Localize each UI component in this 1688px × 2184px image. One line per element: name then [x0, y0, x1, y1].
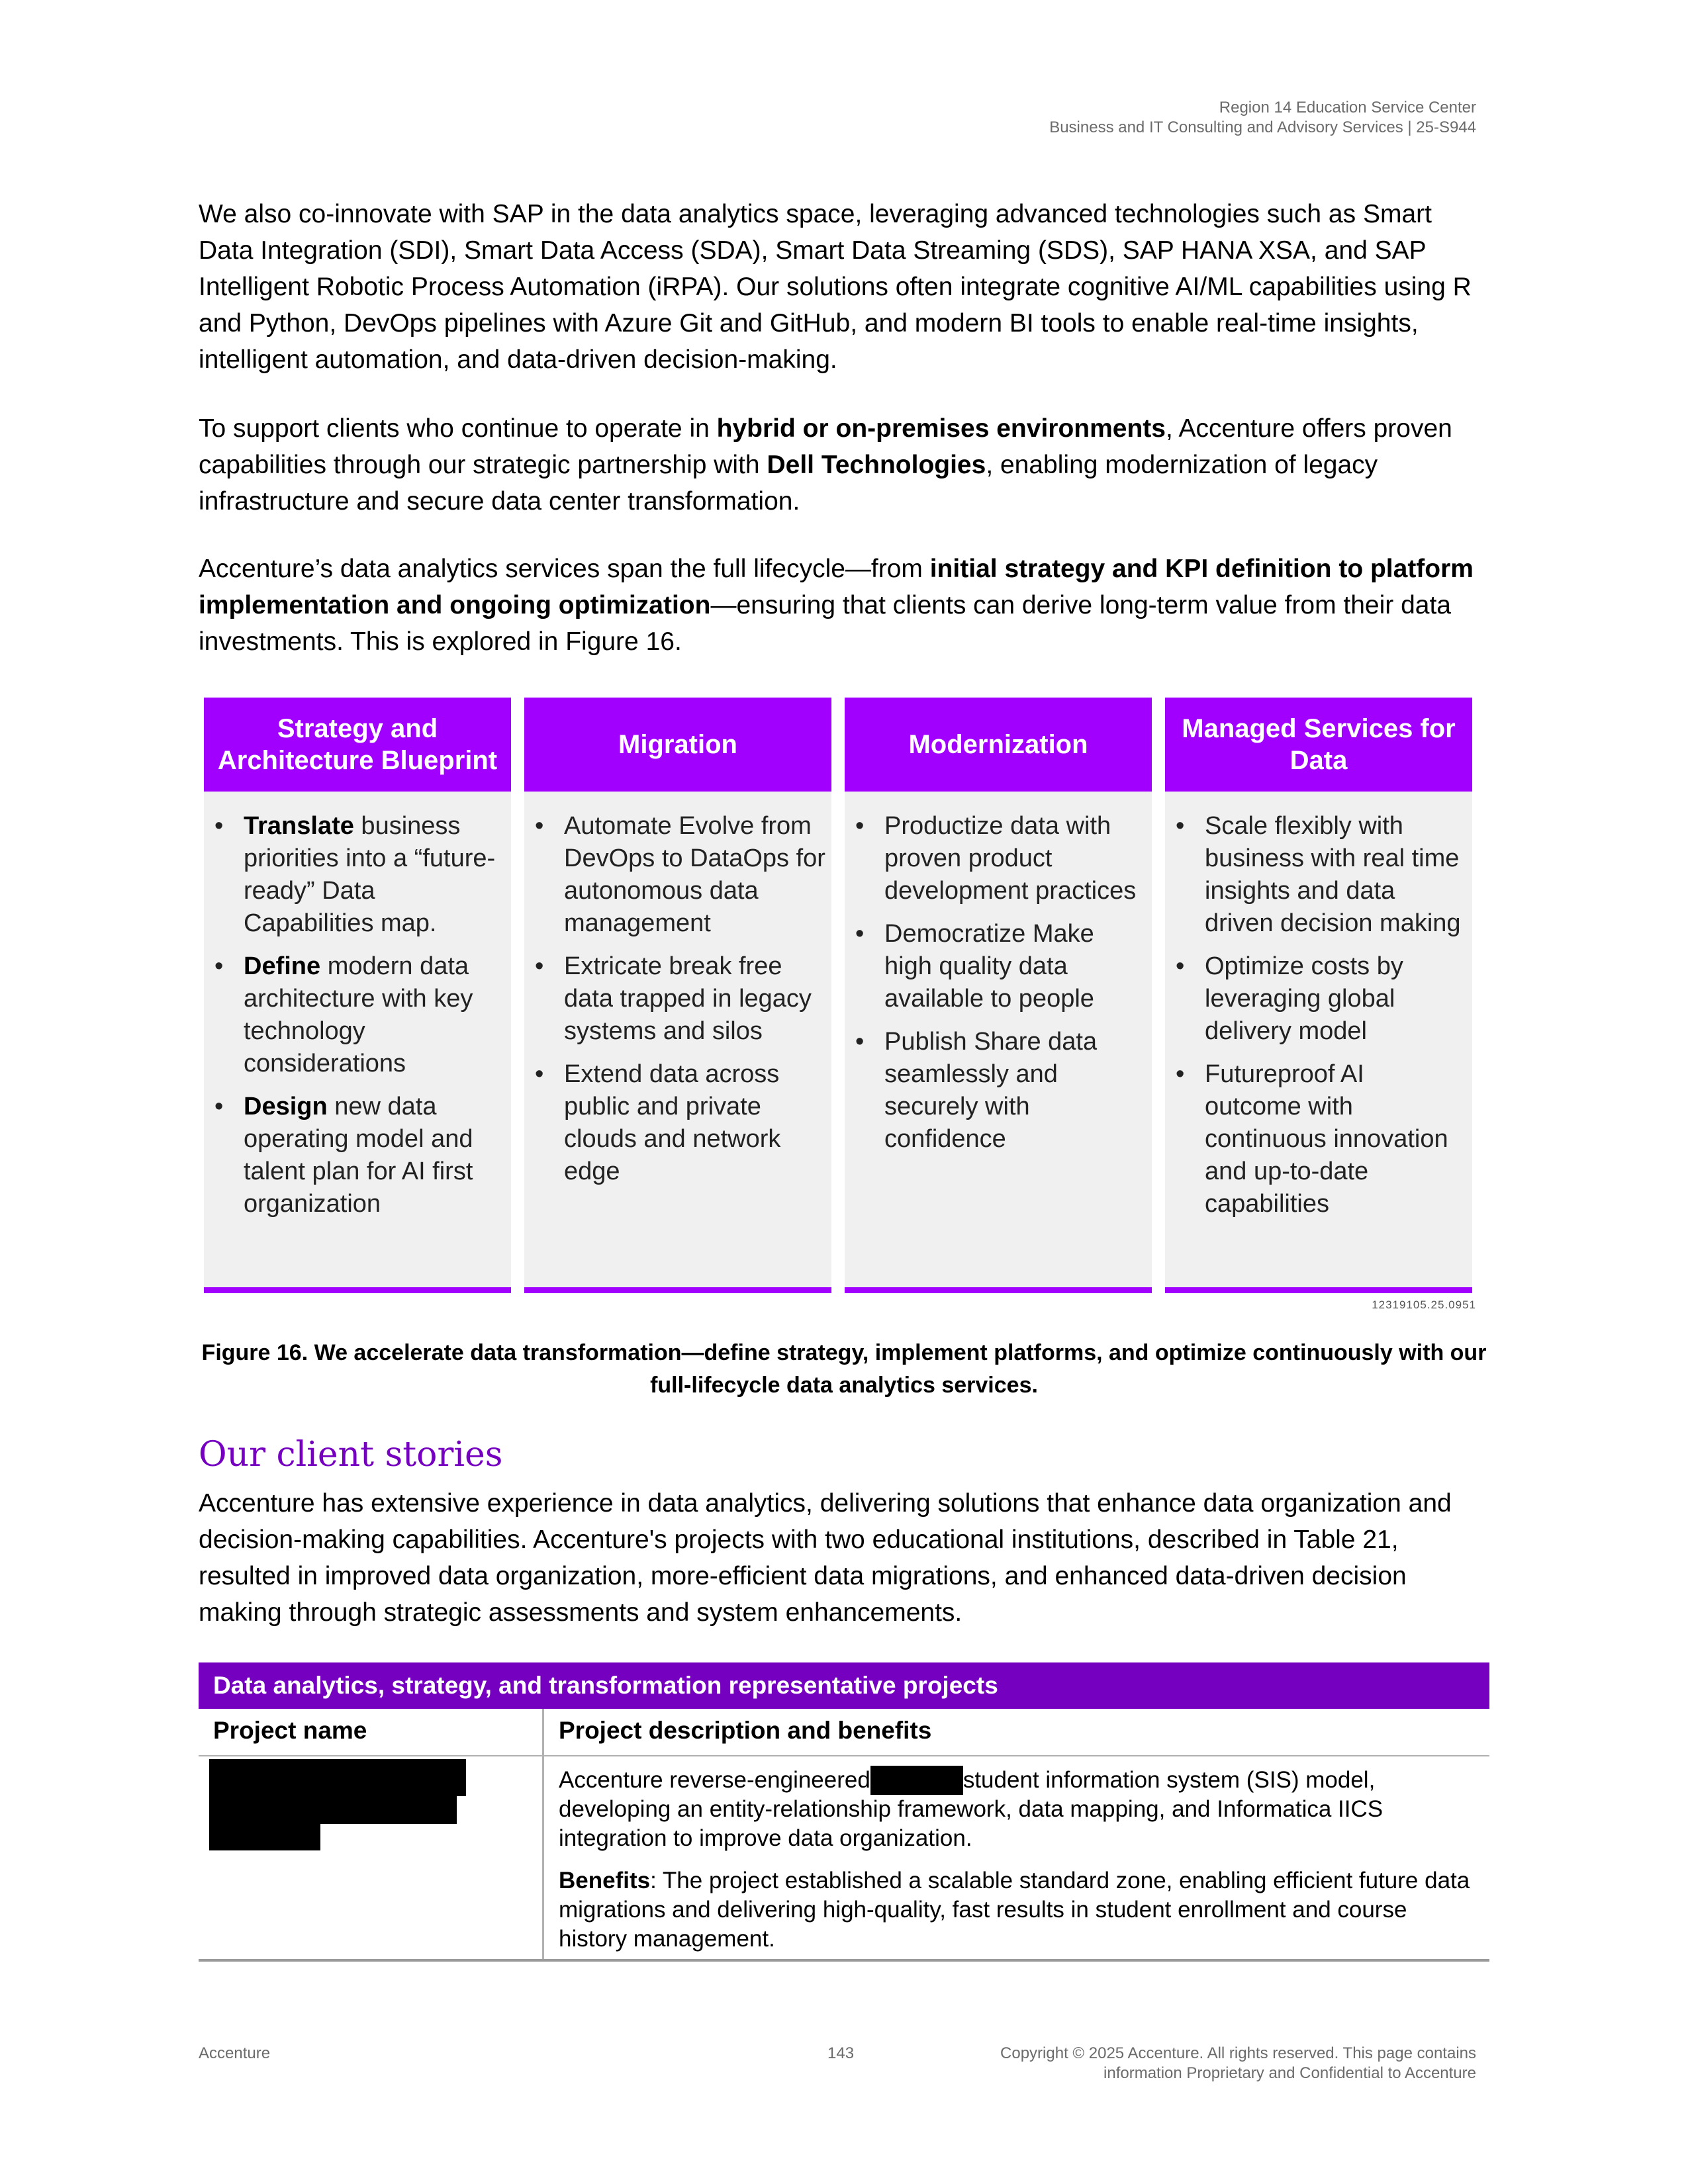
list-item	[564, 950, 826, 1048]
list-item	[884, 918, 1147, 1015]
figure-16	[204, 698, 1475, 1293]
redaction-block	[209, 1823, 320, 1850]
item-text: Futureproof AI outcome with continuous innovation and up-to-date capabilities	[1205, 1060, 1448, 1218]
item-bold: Define	[244, 952, 321, 980]
bold-run: initial strategy and KPI definition to platform implementation and ongoing optimization	[199, 555, 1474, 619]
copyright-line-1: Copyright © 2025 Accenture. All rights reserved. This page contains	[1000, 2044, 1476, 2062]
text-run: Accenture reverse-engineered	[559, 1767, 870, 1793]
item-text: Optimize costs by leveraging global delivery model	[1205, 952, 1403, 1045]
text-run: Accenture’s data analytics services span the full lifecycle—from	[199, 555, 930, 583]
column-list	[524, 792, 831, 1188]
item-text: Automate Evolve from DevOps to DataOps for autonomous data management	[564, 812, 825, 937]
section-title: Our client stories	[199, 1435, 503, 1475]
paragraph-hybrid	[199, 410, 1489, 520]
list-item	[1205, 950, 1467, 1048]
figure-column-migration	[524, 698, 831, 1293]
column-header-description: Project description and benefits	[559, 1717, 932, 1744]
column-list	[845, 792, 1152, 1156]
column-title: Managed Services for Data	[1165, 698, 1472, 792]
table-row	[199, 1756, 1489, 1962]
item-bold: Translate	[244, 812, 354, 840]
paragraph-client-stories: Accenture has extensive experience in data analytics, delivering solutions that enhance data organization and decision-making capabilities. Accenture's projects with two educational institutions, described in Table 21, resulted in improved data organization, more-efficient data migrations, and enhanced data-driven decision making through strategic assessments and system enhancements.	[199, 1489, 1452, 1627]
text-run: To support clients who continue to operate in	[199, 414, 717, 443]
paragraph-lifecycle	[199, 551, 1489, 660]
benefits-label: Benefits	[559, 1868, 651, 1893]
copyright-line-2: information Proprietary and Confidential to Accenture	[1103, 2064, 1476, 2082]
list-item	[564, 810, 826, 940]
figure-column-modernization	[845, 698, 1152, 1293]
text-run: —ensuring that clients can derive long-term value from their data investments. This is explored in Figure 16.	[199, 591, 1451, 656]
text-run: student information system (SIS) model, developing an entity-relationship framework, data mapping, and Informatica IICS integration to improve data organization.	[559, 1767, 1383, 1851]
text-run: , enabling modernization of legacy infrastructure and secure data center transformation.	[199, 451, 1378, 516]
list-item	[244, 810, 506, 940]
project-description-cell	[544, 1756, 1489, 1959]
item-text: modern data architecture with key technology considerations	[244, 952, 473, 1077]
project-description	[559, 1766, 1476, 1853]
figure-column-strategy	[204, 698, 511, 1293]
item-text: business priorities into a “future-ready” Data Capabilities map.	[244, 812, 496, 937]
bold-run: hybrid or on-premises environments	[716, 414, 1166, 443]
redaction-block	[209, 1759, 466, 1796]
item-text: Publish Share data seamlessly and securely with confidence	[884, 1028, 1098, 1153]
list-item	[884, 810, 1147, 907]
list-item	[1205, 1058, 1467, 1220]
bold-run: Dell Technologies	[767, 451, 986, 479]
list-item	[1205, 810, 1467, 940]
page-number: 143	[827, 2044, 855, 2062]
footer-company: Accenture	[199, 2044, 271, 2062]
table-header-row	[199, 1709, 1489, 1756]
list-item	[244, 1091, 506, 1220]
item-text: Extricate break free data trapped in legacy systems and silos	[564, 952, 812, 1045]
column-title: Modernization	[845, 698, 1152, 792]
redaction-block	[209, 1795, 457, 1824]
project-benefits	[559, 1866, 1476, 1954]
figure-caption: Figure 16. We accelerate data transformation—define strategy, implement platforms, and optimize continuously with our full-lifecycle data analytics services.	[201, 1340, 1487, 1398]
project-name-cell	[199, 1756, 544, 1959]
paragraph-sap: We also co-innovate with SAP in the data analytics space, leveraging advanced technologies such as Smart Data Integration (SDI), Smart Data Access (SDA), Smart Data Streaming (SDS), SAP HANA XSA, and SAP Intelligent Robotic Process Automation (iRPA). Our solutions often integrate cognitive AI/ML capabilities using R and Python, DevOps pipelines with Azure Git and GitHub, and modern BI tools to enable real-time insights, intelligent automation, and data-driven decision-making.	[199, 200, 1472, 374]
item-bold: Design	[244, 1093, 328, 1120]
column-list	[204, 792, 511, 1220]
item-text: Extend data across public and private clouds and network edge	[564, 1060, 781, 1185]
item-text: new data operating model and talent plan for AI first organization	[244, 1093, 473, 1218]
footer-copyright	[1000, 2044, 1476, 2083]
text-run: , Accenture offers proven capabilities through our strategic partnership with	[199, 414, 1452, 479]
column-title: Strategy and Architecture Blueprint	[204, 698, 511, 792]
figure-column-managed-services	[1165, 698, 1472, 1293]
list-item	[884, 1026, 1147, 1156]
item-text: Productize data with proven product development practices	[884, 812, 1137, 905]
figure-id: 12319105.25.0951	[1372, 1298, 1476, 1311]
table-title: Data analytics, strategy, and transformation representative projects	[199, 1662, 1489, 1709]
list-item	[244, 950, 506, 1080]
projects-table	[199, 1662, 1489, 1962]
column-header-project-name: Project name	[199, 1709, 544, 1755]
header-line-1: Region 14 Education Service Center	[1219, 99, 1476, 116]
redaction-block	[870, 1766, 963, 1795]
list-item	[564, 1058, 826, 1188]
item-text: Democratize Make high quality data available to people	[884, 920, 1094, 1013]
text-run: : The project established a scalable standard zone, enabling efficient future data migrations and delivering high-quality, fast results in student enrollment and course history management.	[559, 1868, 1470, 1952]
header-line-2: Business and IT Consulting and Advisory Services | 25-S944	[1049, 118, 1476, 136]
column-title: Migration	[524, 698, 831, 792]
item-text: Scale flexibly with business with real time insights and data driven decision making	[1205, 812, 1461, 937]
page-header	[1049, 98, 1476, 138]
column-list	[1165, 792, 1472, 1220]
